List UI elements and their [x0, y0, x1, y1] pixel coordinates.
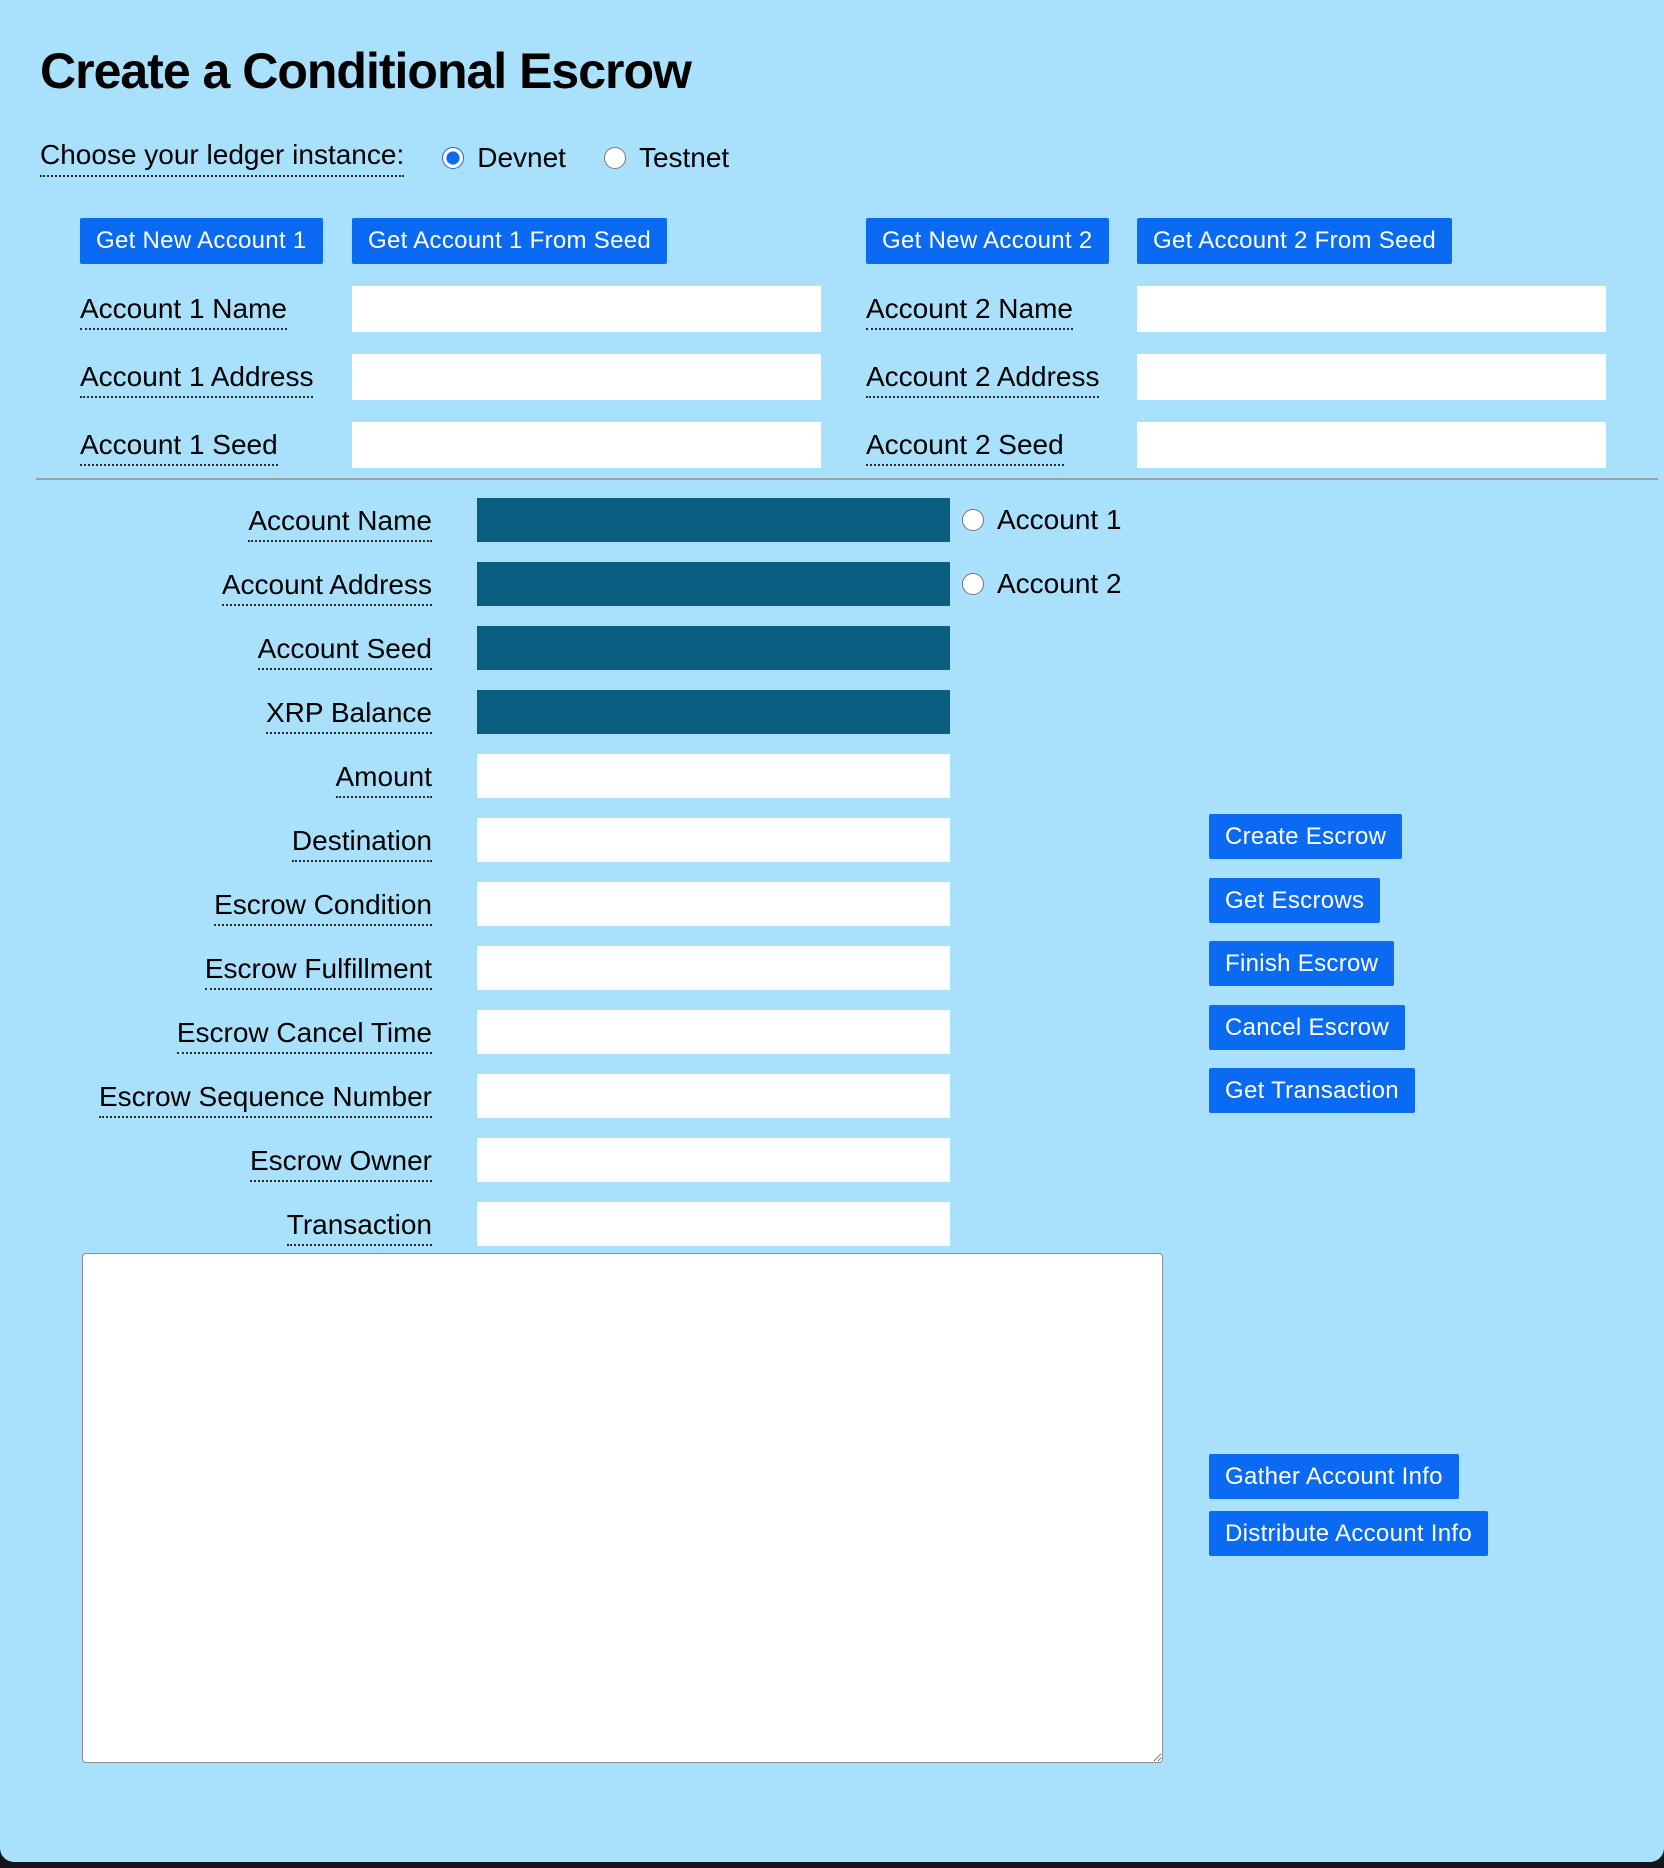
get-account2-from-seed-button[interactable]: Get Account 2 From Seed	[1137, 218, 1452, 264]
account2-seed-input[interactable]	[1137, 422, 1606, 468]
section-divider	[36, 478, 1658, 480]
get-new-account2-button[interactable]: Get New Account 2	[866, 218, 1109, 264]
account1-radio[interactable]	[962, 509, 984, 531]
account1-name-label: Account 1 Name	[80, 293, 287, 325]
account1-address-input[interactable]	[352, 354, 821, 400]
get-new-account1-button[interactable]: Get New Account 1	[80, 218, 323, 264]
account1-name-input[interactable]	[352, 286, 821, 332]
amount-label: Amount	[40, 761, 432, 793]
escrow-owner-label: Escrow Owner	[40, 1145, 432, 1177]
xrp-balance-field[interactable]	[477, 690, 950, 734]
escrow-sequence-number-label: Escrow Sequence Number	[40, 1081, 432, 1113]
ledger-selector	[40, 140, 729, 176]
account2-address-input[interactable]	[1137, 354, 1606, 400]
account2-name-label: Account 2 Name	[866, 293, 1073, 325]
create-escrow-button[interactable]: Create Escrow	[1209, 814, 1402, 859]
account1-radio-option[interactable]	[962, 498, 1122, 542]
account2-address-label: Account 2 Address	[866, 361, 1099, 393]
escrow-condition-input[interactable]	[477, 882, 950, 926]
account-seed-field[interactable]	[477, 626, 950, 670]
escrow-fulfillment-label: Escrow Fulfillment	[40, 953, 432, 985]
destination-input[interactable]	[477, 818, 950, 862]
results-textarea[interactable]	[82, 1253, 1163, 1763]
xrp-balance-label: XRP Balance	[40, 697, 432, 729]
account-name-label: Account Name	[40, 505, 432, 537]
account1-radio-label: Account 1	[997, 504, 1122, 535]
cancel-escrow-button[interactable]: Cancel Escrow	[1209, 1005, 1405, 1050]
page-title: Create a Conditional Escrow	[40, 43, 691, 99]
get-account1-from-seed-button[interactable]: Get Account 1 From Seed	[352, 218, 667, 264]
account-address-label: Account Address	[40, 569, 432, 601]
account2-name-input[interactable]	[1137, 286, 1606, 332]
finish-escrow-button[interactable]: Finish Escrow	[1209, 941, 1394, 986]
account-address-field[interactable]	[477, 562, 950, 606]
account1-seed-label: Account 1 Seed	[80, 429, 278, 461]
escrow-cancel-time-label: Escrow Cancel Time	[40, 1017, 432, 1049]
testnet-radio[interactable]	[604, 147, 626, 169]
account2-seed-label: Account 2 Seed	[866, 429, 1064, 461]
ledger-instance-label: Choose your ledger instance:	[40, 139, 404, 177]
devnet-radio-label: Devnet	[477, 142, 566, 173]
escrow-sequence-number-input[interactable]	[477, 1074, 950, 1118]
amount-input[interactable]	[477, 754, 950, 798]
destination-label: Destination	[40, 825, 432, 857]
account2-radio-option[interactable]	[962, 562, 1122, 606]
escrow-owner-input[interactable]	[477, 1138, 950, 1182]
gather-account-info-button[interactable]: Gather Account Info	[1209, 1454, 1459, 1499]
account-name-field[interactable]	[477, 498, 950, 542]
account-seed-label: Account Seed	[40, 633, 432, 665]
account2-radio[interactable]	[962, 573, 984, 595]
testnet-radio-label: Testnet	[638, 142, 730, 173]
account2-radio-label: Account 2	[997, 568, 1122, 599]
escrow-cancel-time-input[interactable]	[477, 1010, 950, 1054]
get-escrows-button[interactable]: Get Escrows	[1209, 878, 1380, 923]
distribute-account-info-button[interactable]: Distribute Account Info	[1209, 1511, 1488, 1556]
devnet-radio[interactable]	[442, 147, 464, 169]
get-transaction-button[interactable]: Get Transaction	[1209, 1068, 1415, 1113]
testnet-radio-option[interactable]	[604, 142, 729, 174]
transaction-label: Transaction	[40, 1209, 432, 1241]
escrow-fulfillment-input[interactable]	[477, 946, 950, 990]
devnet-radio-option[interactable]	[442, 142, 566, 174]
transaction-input[interactable]	[477, 1202, 950, 1246]
escrow-condition-label: Escrow Condition	[40, 889, 432, 921]
account1-address-label: Account 1 Address	[80, 361, 313, 393]
account1-seed-input[interactable]	[352, 422, 821, 468]
